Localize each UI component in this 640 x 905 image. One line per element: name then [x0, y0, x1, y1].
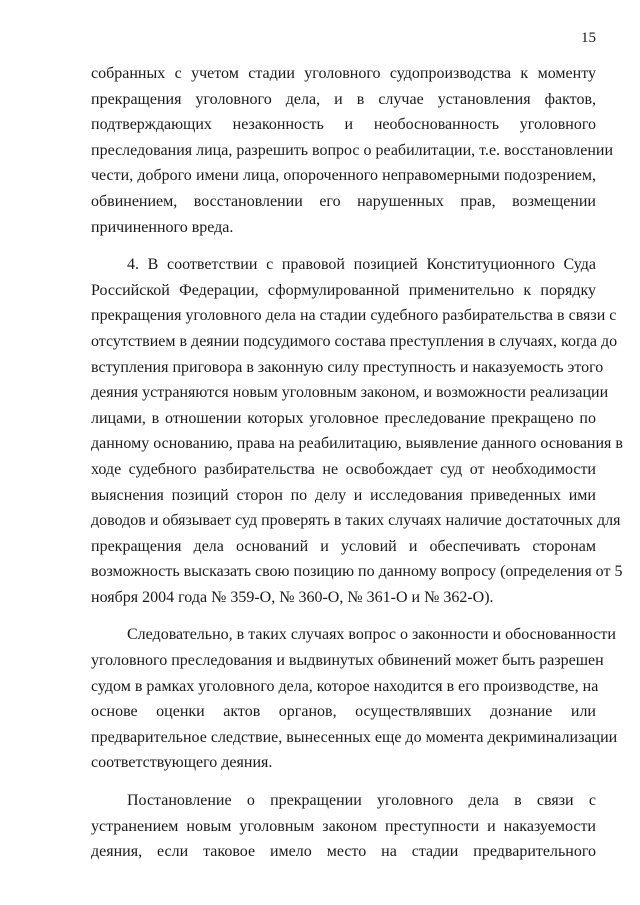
text-line: деяния, если таковое имело место на стадии предварительного	[91, 843, 596, 861]
text-line: подтверждающих незаконность и необоснованность уголовного	[91, 116, 596, 134]
text-line: устранением новым уголовным законом преступности и наказуемости	[91, 817, 596, 835]
text-line: предварительное следствие, вынесенных еще до момента декриминализации	[91, 728, 618, 746]
text-line: собранных с учетом стадии уголовного судопроизводства к моменту	[91, 65, 596, 82]
paragraph-2	[91, 252, 623, 610]
text-line: основе оценки актов органов, осуществлявших дознание или	[91, 703, 596, 721]
text-line: судом в рамках уголовного дела, которое находится в его производстве, на	[91, 677, 599, 695]
text-line: Российской Федерации, сформулированной применительно к порядку	[91, 281, 596, 299]
text-line: лицами, в отношении которых уголовное преследование прекращено по	[91, 409, 596, 427]
text-line: преследования лица, разрешить вопрос о реабилитации, т.е. восстановлении	[91, 141, 614, 159]
text-line: обвинением, восстановлении его нарушенных прав, возмещении	[91, 192, 596, 210]
text-line: возможность высказать свою позицию по данному вопросу (определения от 5	[91, 563, 623, 581]
paragraph-3	[91, 622, 618, 776]
text-line: прекращения дела оснований и условий и обеспечивать сторонам	[91, 537, 596, 555]
text-line: данному основанию, права на реабилитацию, выявление данного основания в	[91, 435, 623, 453]
text-line: вступления приговора в законную силу преступность и наказуемость этого	[91, 358, 604, 376]
text-line: соответствующего деяния.	[91, 754, 273, 772]
text-line: деяния устраняются новым уголовным законом, и возможности реализации	[91, 384, 609, 402]
text-line: чести, доброго имени лица, опороченного неправомерными подозрением,	[91, 167, 596, 185]
text-line: выяснения позиций сторон по делу и исследования приведенных ими	[91, 486, 596, 504]
text-line: отсутствием в деянии подсудимого состава преступления в случаях, когда до	[91, 332, 618, 350]
text-line: доводов и обязывает суд проверять в таких случаях наличие достаточных для	[91, 512, 621, 530]
paragraph-4	[91, 788, 596, 865]
document-body	[91, 61, 623, 865]
text-line: 4. В соответствии с правовой позицией Конституционного Суда	[127, 256, 596, 274]
text-line: ноября 2004 года № 359-О, № 360-О, № 361-О и № 362-О).	[91, 588, 494, 606]
text-line: Следовательно, в таких случаях вопрос о законности и обоснованности	[127, 626, 616, 644]
paragraph-1	[91, 61, 614, 240]
text-line: Постановление о прекращении уголовного дела в связи с	[127, 792, 596, 810]
text-line: уголовного преследования и выдвинутых обвинений может быть разрешен	[91, 652, 604, 670]
text-line: прекращения уголовного дела, и в случае установления фактов,	[91, 90, 596, 108]
text-line: ходе судебного разбирательства не освобождает суд от необходимости	[91, 460, 596, 478]
page-number: 15	[581, 30, 596, 46]
text-line: причиненного вреда.	[91, 218, 234, 236]
text-line: прекращения уголовного дела на стадии судебного разбирательства в связи с	[91, 307, 617, 325]
